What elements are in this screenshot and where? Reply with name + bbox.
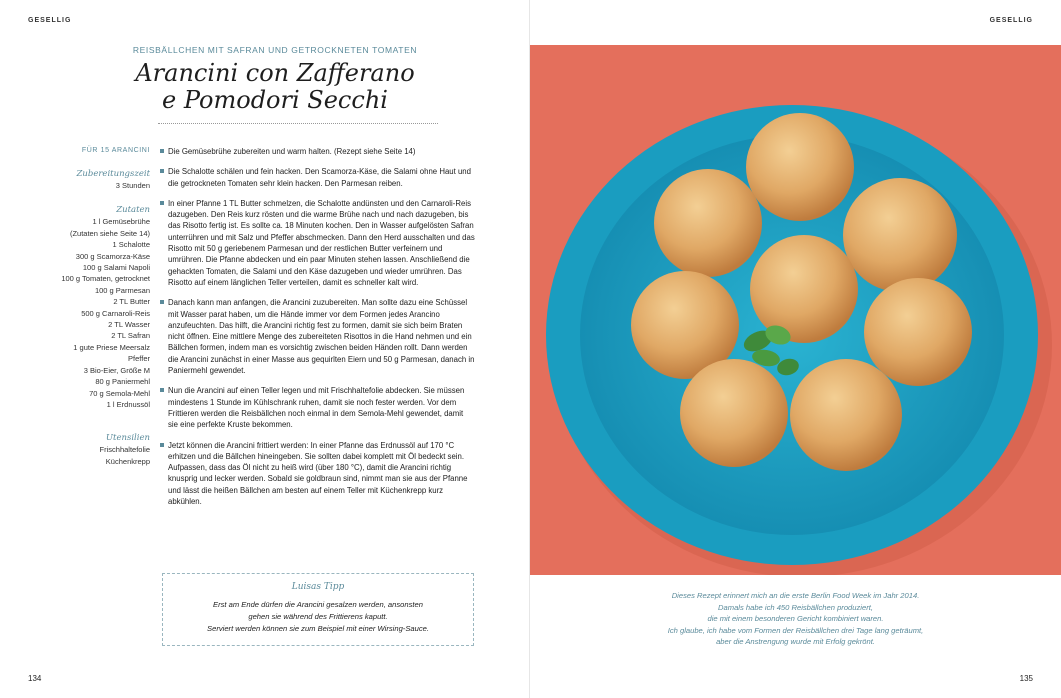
tip-line: Serviert werden können sie zum Beispiel mit einer Wirsing-Sauce. <box>207 624 429 633</box>
square-bullet-icon <box>160 149 164 153</box>
recipe-title <box>100 60 450 114</box>
title-divider <box>158 123 438 124</box>
tip-title: Luisas Tipp <box>291 582 345 592</box>
arancini-photo <box>530 45 1061 575</box>
method-step <box>160 166 475 189</box>
recipe-subtitle: REISBÄLLCHEN MIT SAFRAN UND GETROCKNETEN TOMATEN <box>132 45 418 55</box>
arancino <box>746 113 854 221</box>
method-step <box>160 440 475 508</box>
tip-text <box>163 599 473 635</box>
method-step <box>160 198 475 288</box>
method-step <box>160 146 475 157</box>
ingredient-item: 1 l Gemüsebrühe <box>92 217 150 227</box>
arancino <box>654 169 762 277</box>
ingredient-item: 1 l Erdnussöl <box>106 399 150 409</box>
square-bullet-icon <box>160 300 164 304</box>
utensil-item: Frischhaltefolie <box>99 445 150 455</box>
ingredient-item: 100 g Parmesan <box>94 285 150 295</box>
method-step-text: Nun die Arancini auf einen Teller legen und mit Frischhaltefolie abdecken. Sie müssen mindestens 1 Stunde im Kühlschrank ruhen, damit sie noch fester werden. Vor dem Frittieren werden die Reisbällchen noch einmal in dem Semola-Mehl gewendet, damit sie eine perfekte Kruste bekommen. <box>168 386 465 430</box>
ingredient-item: 100 g Tomaten, getrocknet <box>61 274 150 284</box>
caption-line: Ich glaube, ich habe vom Formen der Reisbällchen drei Tage lang geträumt, <box>667 625 924 635</box>
ingredient-item: 100 g Salami Napoli <box>82 263 150 273</box>
recipe-title-line: Arancini con Zafferano <box>135 59 415 87</box>
ingredients-block <box>20 205 150 410</box>
recipe-title-line: e Pomodori Secchi <box>162 86 388 114</box>
ingredient-item: (Zutaten siehe Seite 14) <box>69 228 150 238</box>
square-bullet-icon <box>160 169 164 173</box>
utensil-item: Küchenkrepp <box>105 456 150 466</box>
utensils-heading: Utensilien <box>105 433 150 443</box>
caption-line: Damals habe ich 450 Reisbällchen produziert, <box>718 602 873 612</box>
ingredient-item: 70 g Semola-Mehl <box>89 388 150 398</box>
serves-label: FÜR 15 ARANCINI <box>81 147 150 154</box>
ingredient-item: 2 TL Butter <box>113 297 150 307</box>
prep-time-block <box>20 169 150 192</box>
caption-line: aber die Anstrengung wurde mit Erfolg gekrönt. <box>716 637 875 646</box>
arancino <box>790 359 902 471</box>
page-number-left: 134 <box>28 674 42 683</box>
method-step-text: In einer Pfanne 1 TL Butter schmelzen, die Schalotte andünsten und den Carnaroli-Reis dazugeben. Den Reis kurz rösten und die warme Brühe nach und nach dazugeben, bis das Risotto fertig ist. Es sollte ca. 18 Minuten kochen. Den in Wasser aufgelösten Safran unterrühren und mit Salz und Pfeffer abschmecken. Dann den Herd ausschalten und das Risotto mit 50 g geriebenem Parmesan und der restlichen Butter verfeinern und umrühren. Die Pfanne abdecken und ein paar Minuten stehen lassen. Anschließend die gehackten Tomaten, die Salami und den Käse dazugeben und wieder umrühren. Das Risotto auf einem länglichen Teller verteilen, damit es schneller kalt wird. <box>168 198 475 287</box>
tip-line: Erst am Ende dürfen die Arancini gesalzen werden, ansonsten <box>213 600 423 609</box>
prep-time-heading: Zubereitungszeit <box>76 169 150 179</box>
tip-box <box>162 573 474 646</box>
method-step-text: Die Gemüsebrühe zubereiten und warm halten. (Rezept siehe Seite 14) <box>168 147 416 156</box>
arancino <box>750 235 858 343</box>
method-step-text: Jetzt können die Arancini frittiert werden: In einer Pfanne das Erdnussöl auf 170 °C erhitzen und die Bällchen hineingeben. Sie sollten dabei komplett mit Öl bedeckt sein. Aufpassen, dass das Öl nicht zu heiß wird (über 180 °C), damit die Arancini richtig knusprig und lecker werden. Sobald sie goldbraun sind, nimmt man sie aus der Pfanne und lässt die heißen Bällchen am besten auf einem Teller mit Küchenkrepp kurz abkühlen. <box>168 440 468 507</box>
page-number-right: 135 <box>1019 674 1033 683</box>
square-bullet-icon <box>160 201 164 205</box>
method-step <box>160 385 475 430</box>
arancino <box>680 359 788 467</box>
ingredient-item: 300 g Scamorza-Käse <box>75 251 150 261</box>
tip-line: gehen sie während des Frittierens kaputt. <box>248 612 388 621</box>
method-step-text: Danach kann man anfangen, die Arancini zuzubereiten. Man sollte dazu eine Schüssel mit Wasser parat haben, um die Hände immer vor dem Formen jedes Arancino anzufeuchten. Das hilft, die Arancini richtig fest zu formen, damit sie sich beim Braten nicht öffnen. Eine mittlere Menge des zubereiteten Risottos in die Hand nehmen und ein Bällchen formen, indem man es vorsichtig zwischen beiden Händen rollt. Dann werden die Arancini zunächst in einer Masse aus gequirlten Eiern und 50 g Parmesan, danach in Paniermehl gewendet. <box>168 298 475 376</box>
arancino <box>864 278 972 386</box>
right-page <box>530 0 1061 698</box>
ingredient-item: 80 g Paniermehl <box>95 377 150 387</box>
photo-caption <box>530 590 1061 648</box>
section-header: GESELLIG <box>989 17 1033 24</box>
ingredient-item: 1 Schalotte <box>112 240 150 250</box>
ingredient-item: 500 g Carnaroli-Reis <box>81 308 150 318</box>
square-bullet-icon <box>160 443 164 447</box>
prep-time-value: 3 Stunden <box>115 181 150 191</box>
caption-line: Dieses Rezept erinnert mich an die erste Berlin Food Week im Jahr 2014. <box>671 591 920 600</box>
ingredient-item: Pfeffer <box>128 354 150 364</box>
arancino <box>843 178 957 292</box>
section-header: GESELLIG <box>28 17 72 24</box>
utensils-block <box>20 433 150 467</box>
ingredient-item: 3 Bio-Eier, Größe M <box>83 365 150 375</box>
left-page <box>0 0 530 698</box>
ingredients-heading: Zutaten <box>116 205 150 215</box>
ingredient-item: 1 gute Priese Meersalz <box>73 342 150 352</box>
method-steps <box>160 146 475 516</box>
square-bullet-icon <box>160 388 164 392</box>
ingredient-item: 2 TL Safran <box>111 331 150 341</box>
method-step-text: Die Schalotte schälen und fein hacken. Den Scamorza-Käse, die Salami ohne Haut und die getrockneten Tomaten sehr klein hacken. Den Parmesan reiben. <box>168 167 471 188</box>
caption-line: die mit einem besonderen Gericht kombiniert waren. <box>707 614 884 623</box>
ingredient-item: 2 TL Wasser <box>108 320 150 330</box>
method-step <box>160 297 475 376</box>
